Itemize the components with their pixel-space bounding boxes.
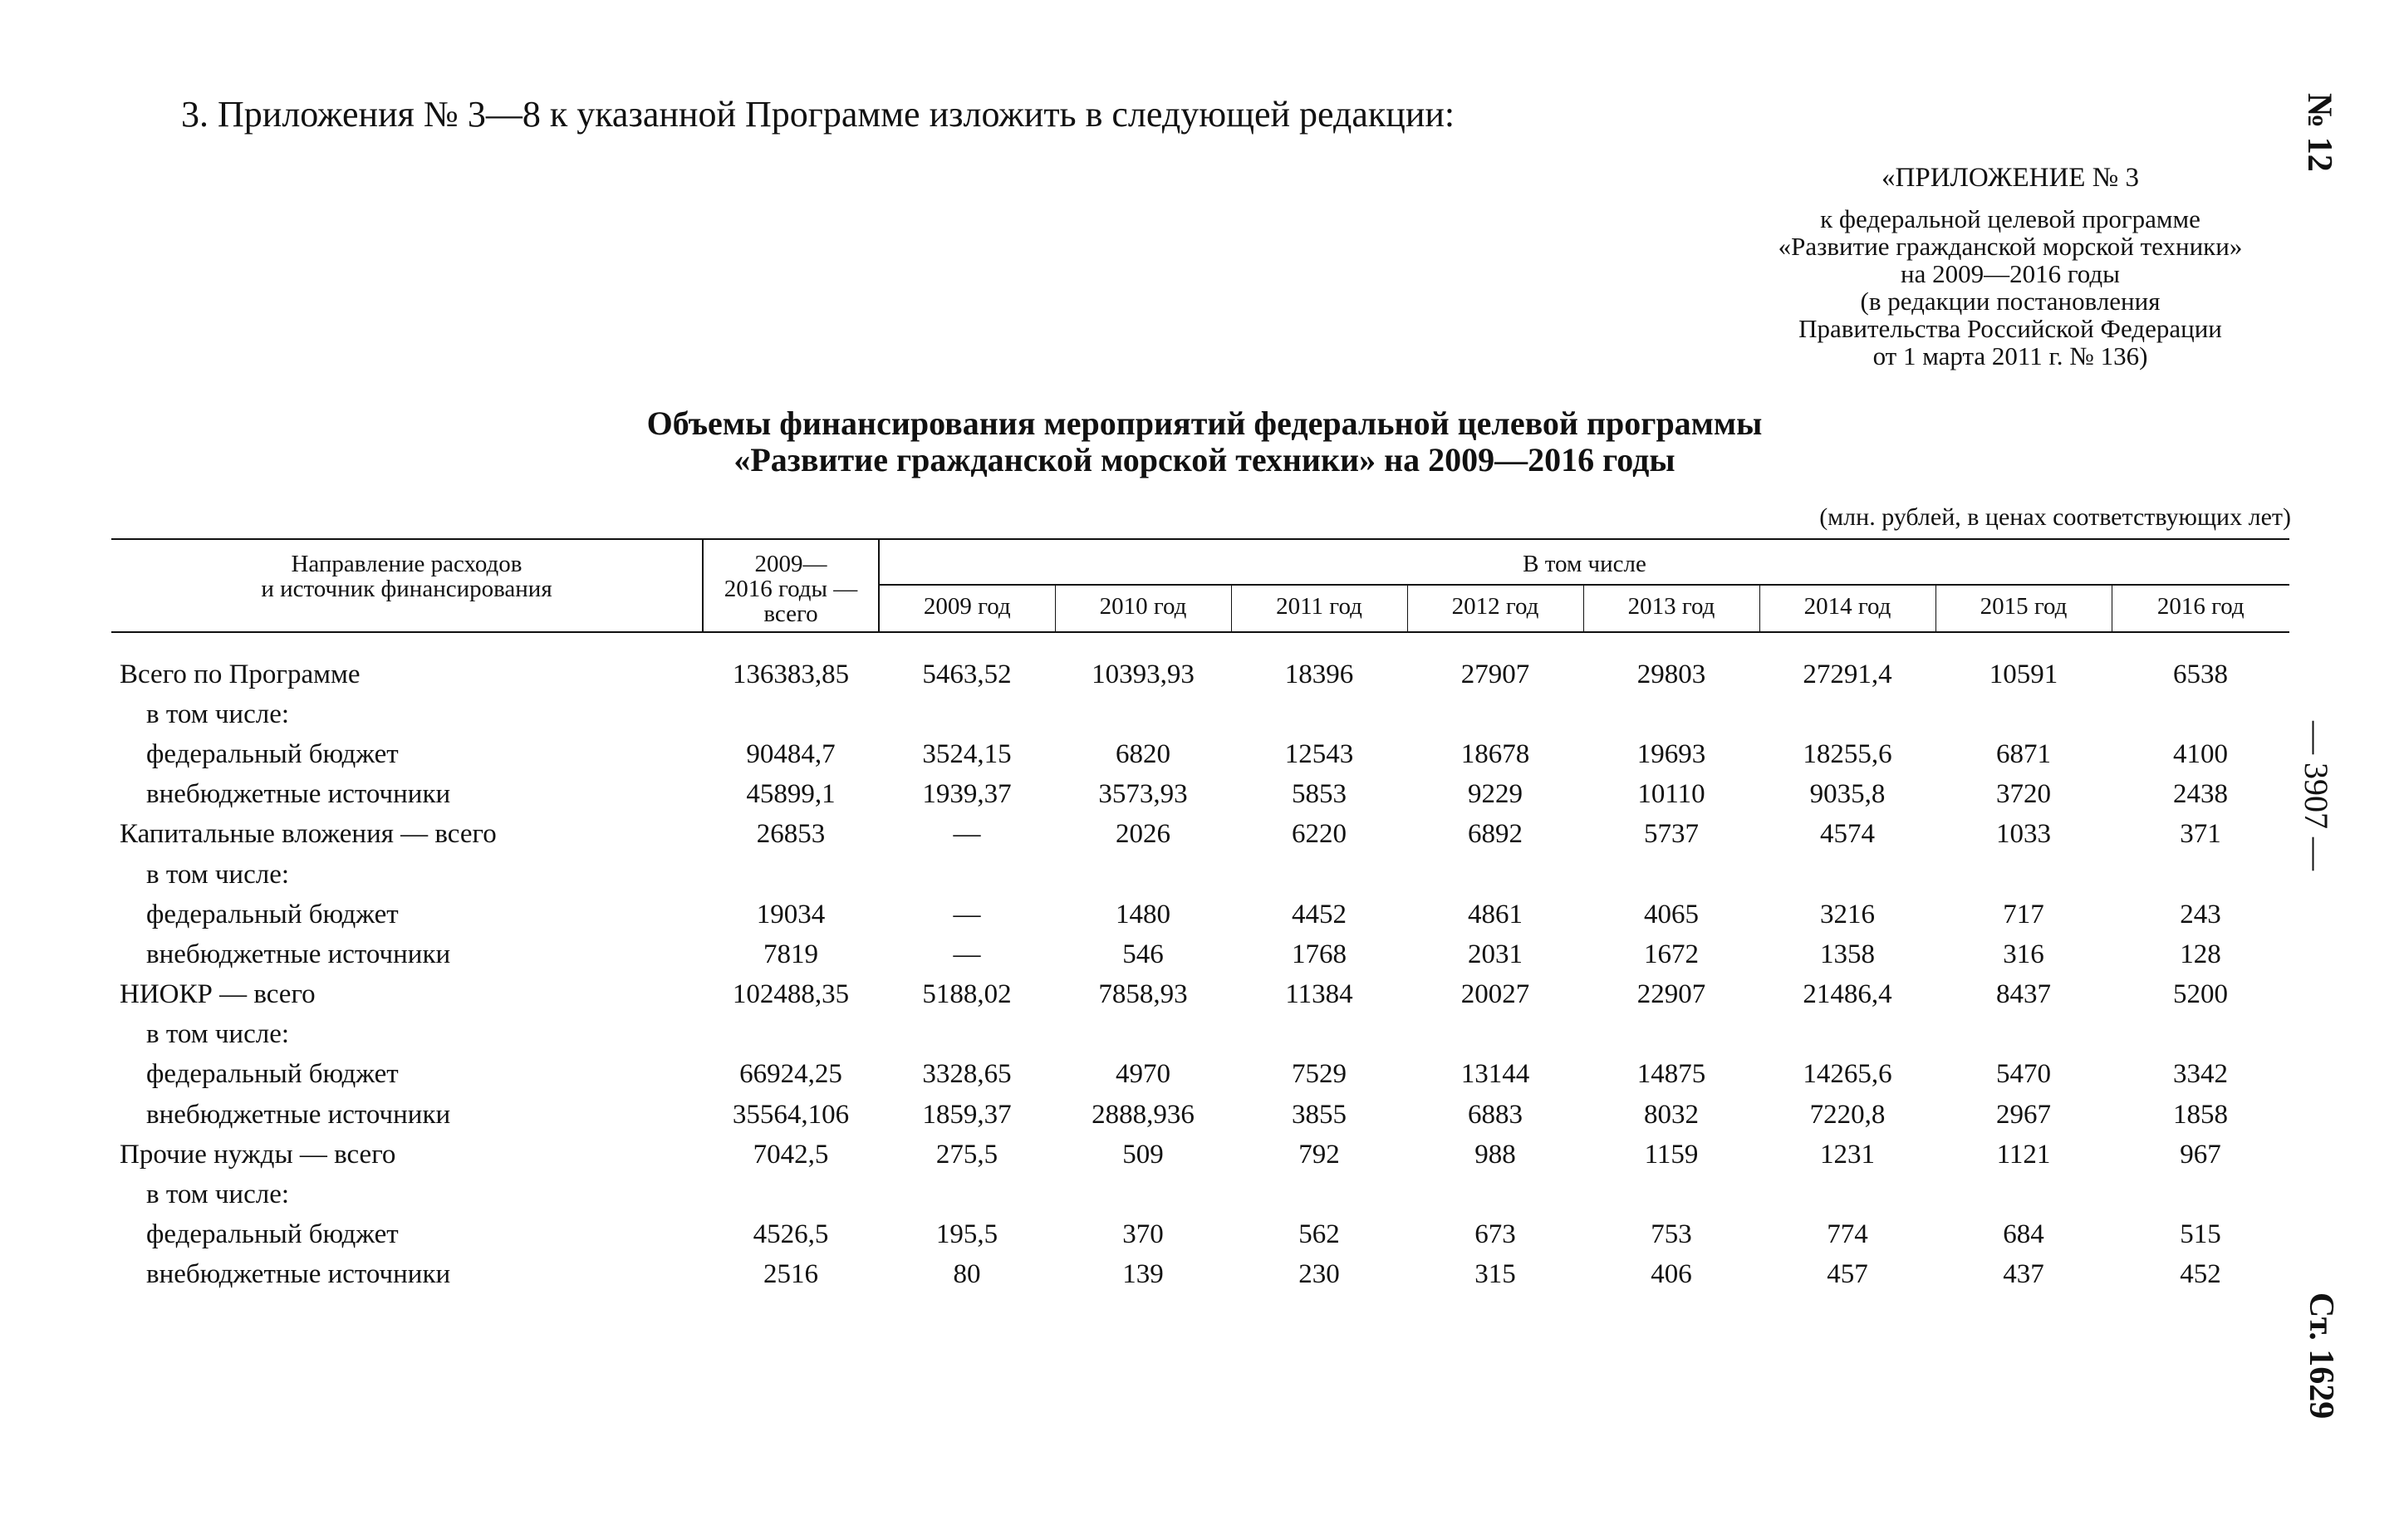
year-value-cell: 5188,02 — [922, 979, 1012, 1010]
total-value-cell: 102488,35 — [732, 979, 850, 1010]
total-column-header: 2009— 2016 годы — всего — [703, 539, 879, 632]
units-note: (млн. рублей, в ценах соответствующих лет) — [1819, 503, 2291, 531]
year-value-cell — [1055, 1015, 1231, 1055]
year-value-cell: 792 — [1298, 1139, 1340, 1170]
year-value-cell — [1407, 1175, 1583, 1214]
year-value-cell: 457 — [1827, 1259, 1868, 1290]
year-value-cell: 2438 — [2173, 779, 2228, 810]
row-label: федеральный бюджет — [146, 1219, 399, 1250]
year-value-cell: 1859,37 — [922, 1099, 1012, 1130]
year-value-cell — [1583, 694, 1759, 734]
total-value-cell: 19034 — [756, 899, 826, 929]
year-value-cell — [1231, 855, 1407, 895]
row-label: федеральный бюджет — [146, 1059, 399, 1090]
year-value-cell: 12543 — [1284, 738, 1354, 769]
table-body — [111, 632, 2289, 1295]
appendix-line: от 1 марта 2011 г. № 136) — [1872, 341, 2148, 370]
year-value-cell: 371 — [2180, 819, 2221, 850]
year-value-cell: 1768 — [1292, 939, 1347, 969]
year-value-cell: 4574 — [1820, 819, 1875, 850]
year-value-cell: 5737 — [1644, 819, 1699, 850]
year-value-cell: 1939,37 — [922, 779, 1012, 810]
year-value-cell — [1759, 694, 1935, 734]
year-header: 2012 год — [1407, 585, 1583, 632]
year-value-cell: 967 — [2180, 1139, 2221, 1170]
total-value-cell: 7042,5 — [753, 1139, 829, 1170]
table-row — [111, 694, 2289, 734]
year-value-cell — [1759, 855, 1935, 895]
year-value-cell — [2112, 1015, 2289, 1055]
table-row — [111, 632, 2289, 694]
row-label: федеральный бюджет — [146, 899, 399, 929]
year-header: 2015 год — [1935, 585, 2112, 632]
year-value-cell — [879, 855, 1055, 895]
year-header: 2009 год — [879, 585, 1055, 632]
total-value-cell: 26853 — [756, 819, 826, 850]
year-value-cell — [879, 1175, 1055, 1214]
year-value-cell: 988 — [1474, 1139, 1516, 1170]
year-value-cell — [1935, 1175, 2112, 1214]
year-value-cell: 515 — [2180, 1219, 2221, 1250]
financing-table — [111, 538, 2289, 1295]
year-value-cell: 509 — [1122, 1139, 1164, 1170]
year-value-cell: 1358 — [1820, 939, 1875, 969]
year-value-cell: 370 — [1122, 1219, 1164, 1250]
row-label: внебюджетные источники — [146, 1099, 451, 1130]
year-value-cell: 10591 — [1989, 659, 2058, 689]
year-value-cell: 14875 — [1636, 1059, 1706, 1090]
year-value-cell — [879, 694, 1055, 734]
year-value-cell — [879, 1015, 1055, 1055]
year-value-cell: 1858 — [2173, 1099, 2228, 1130]
title-line: «Развитие гражданской морской техники» на 2009—2016 годы — [733, 441, 1675, 478]
year-value-cell: 316 — [2003, 939, 2044, 969]
row-label: в том числе: — [146, 1019, 290, 1050]
table-row — [111, 1175, 2289, 1214]
year-value-cell: 2031 — [1468, 939, 1523, 969]
row-label: в том числе: — [146, 1180, 290, 1210]
year-value-cell — [1759, 1015, 1935, 1055]
year-value-cell: 6883 — [1468, 1099, 1523, 1130]
row-label: НИОКР — всего — [120, 979, 316, 1010]
total-value-cell — [703, 1175, 879, 1214]
year-value-cell — [1935, 855, 2112, 895]
year-value-cell — [2112, 694, 2289, 734]
year-value-cell — [1055, 1175, 1231, 1214]
table-row — [111, 1095, 2289, 1135]
year-value-cell: 11384 — [1285, 979, 1353, 1010]
year-value-cell: 546 — [1122, 939, 1164, 969]
year-value-cell: 27907 — [1460, 659, 1530, 689]
year-value-cell: 4452 — [1292, 899, 1347, 929]
row-label: внебюджетные источники — [146, 1259, 451, 1290]
year-value-cell: 8032 — [1644, 1099, 1699, 1130]
year-value-cell: 195,5 — [935, 1219, 998, 1250]
year-value-cell: 9229 — [1468, 779, 1523, 810]
year-value-cell: — — [953, 899, 981, 929]
year-value-cell: 2888,936 — [1092, 1099, 1195, 1130]
row-label: в том числе: — [146, 859, 290, 890]
year-value-cell — [1231, 1175, 1407, 1214]
year-value-cell — [1231, 1015, 1407, 1055]
page-number-mark: — 3907 — — [2298, 721, 2335, 871]
year-value-cell: 3573,93 — [1098, 779, 1188, 810]
year-value-cell: 5853 — [1292, 779, 1347, 810]
appendix-line: «Развитие гражданской морской техники» — [1778, 232, 2243, 261]
year-value-cell: 139 — [1122, 1259, 1164, 1290]
year-value-cell — [1231, 694, 1407, 734]
row-label: внебюджетные источники — [146, 779, 451, 810]
year-value-cell — [1583, 1015, 1759, 1055]
year-value-cell: 1159 — [1644, 1139, 1699, 1170]
appendix-line: (в редакции постановления — [1860, 287, 2161, 316]
total-value-cell: 66924,25 — [739, 1059, 842, 1090]
appendix-line: к федеральной целевой программе — [1820, 204, 2200, 233]
total-value-cell — [703, 1015, 879, 1055]
table-row — [111, 855, 2289, 895]
article-number-mark: Ст. 1629 — [2302, 1292, 2340, 1420]
document-title — [415, 405, 1994, 478]
year-value-cell: 717 — [2003, 899, 2044, 929]
group-header: В том числе — [879, 539, 2289, 585]
year-value-cell: 128 — [2180, 939, 2221, 969]
year-header: 2014 год — [1759, 585, 1935, 632]
year-value-cell — [2112, 855, 2289, 895]
year-value-cell: 3720 — [1996, 779, 2051, 810]
intro-paragraph: 3. Приложения № 3—8 к указанной Программе изложить в следующей редакции: — [181, 94, 1455, 135]
year-value-cell: 3342 — [2173, 1059, 2228, 1090]
table-row — [111, 815, 2289, 855]
year-value-cell — [1407, 694, 1583, 734]
year-value-cell — [1055, 694, 1231, 734]
year-value-cell: 3524,15 — [922, 738, 1012, 769]
total-value-cell: 7819 — [763, 939, 818, 969]
year-value-cell: 9035,8 — [1809, 779, 1886, 810]
year-value-cell: 1231 — [1820, 1139, 1875, 1170]
year-value-cell: 452 — [2180, 1259, 2221, 1290]
row-label: федеральный бюджет — [146, 738, 399, 769]
year-value-cell: 3216 — [1820, 899, 1875, 929]
label-column-header: Направление расходов и источник финансирования — [111, 539, 703, 632]
year-value-cell: 684 — [2003, 1219, 2044, 1250]
year-value-cell — [1407, 855, 1583, 895]
appendix-line: Правительства Российской Федерации — [1798, 314, 2222, 343]
table-row — [111, 975, 2289, 1015]
year-value-cell: 6892 — [1468, 819, 1523, 850]
year-value-cell: 27291,4 — [1803, 659, 1892, 689]
year-value-cell: 2967 — [1996, 1099, 2051, 1130]
total-value-cell: 35564,106 — [732, 1099, 850, 1130]
year-value-cell: 1121 — [1996, 1139, 2051, 1170]
year-value-cell: 5200 — [2173, 979, 2228, 1010]
year-value-cell: 1480 — [1116, 899, 1170, 929]
total-value-cell — [703, 855, 879, 895]
year-value-cell: 437 — [2003, 1259, 2044, 1290]
year-value-cell: 10393,93 — [1092, 659, 1195, 689]
year-value-cell: 562 — [1298, 1219, 1340, 1250]
year-value-cell: 80 — [953, 1259, 981, 1290]
appendix-line: на 2009—2016 годы — [1901, 259, 2120, 288]
year-value-cell: 3328,65 — [922, 1059, 1012, 1090]
year-value-cell: 29803 — [1636, 659, 1706, 689]
table-row — [111, 934, 2289, 974]
year-value-cell: 3855 — [1292, 1099, 1347, 1130]
year-value-cell: 5470 — [1996, 1059, 2051, 1090]
year-value-cell: 7529 — [1292, 1059, 1347, 1090]
year-value-cell: 18255,6 — [1803, 738, 1892, 769]
appendix-heading: «ПРИЛОЖЕНИЕ № 3 — [1881, 163, 2139, 193]
year-value-cell: 7858,93 — [1098, 979, 1188, 1010]
year-header: 2011 год — [1231, 585, 1407, 632]
total-value-cell: 90484,7 — [746, 738, 836, 769]
year-value-cell: 8437 — [1996, 979, 2051, 1010]
table-row — [111, 1215, 2289, 1255]
table-row — [111, 1015, 2289, 1055]
year-value-cell: 243 — [2180, 899, 2221, 929]
year-value-cell — [1583, 855, 1759, 895]
year-value-cell — [1935, 694, 2112, 734]
total-value-cell: 4526,5 — [753, 1219, 829, 1250]
year-value-cell: 406 — [1651, 1259, 1692, 1290]
year-value-cell: 6538 — [2173, 659, 2228, 689]
year-value-cell — [1583, 1175, 1759, 1214]
year-value-cell: 6820 — [1116, 738, 1170, 769]
year-value-cell: 1672 — [1644, 939, 1699, 969]
total-value-cell: 45899,1 — [746, 779, 836, 810]
year-header: 2016 год — [2112, 585, 2289, 632]
row-label: Прочие нужды — всего — [120, 1139, 396, 1170]
year-value-cell: 6871 — [1996, 738, 2051, 769]
year-value-cell: — — [953, 939, 981, 969]
table-row — [111, 1255, 2289, 1295]
year-value-cell: 10110 — [1637, 779, 1705, 810]
table-row — [111, 775, 2289, 815]
year-value-cell: 14265,6 — [1803, 1059, 1892, 1090]
table-row — [111, 1135, 2289, 1175]
year-value-cell: 315 — [1474, 1259, 1516, 1290]
year-value-cell: 5463,52 — [922, 659, 1012, 689]
year-value-cell: 2026 — [1116, 819, 1170, 850]
year-value-cell: 19693 — [1636, 738, 1706, 769]
year-value-cell — [1407, 1015, 1583, 1055]
row-label: Капитальные вложения — всего — [120, 819, 497, 850]
year-value-cell: 13144 — [1460, 1059, 1530, 1090]
year-value-cell: 4861 — [1468, 899, 1523, 929]
year-value-cell: 4100 — [2173, 738, 2228, 769]
row-label: в том числе: — [146, 699, 290, 729]
appendix-block — [1711, 164, 2309, 370]
table-row — [111, 734, 2289, 774]
year-value-cell: 22907 — [1636, 979, 1706, 1010]
year-header: 2010 год — [1055, 585, 1231, 632]
row-label: внебюджетные источники — [146, 939, 451, 969]
year-value-cell: 20027 — [1460, 979, 1530, 1010]
year-value-cell: — — [953, 819, 981, 850]
year-value-cell — [1055, 855, 1231, 895]
year-value-cell: 4970 — [1116, 1059, 1170, 1090]
year-value-cell: 1033 — [1996, 819, 2051, 850]
year-value-cell: 7220,8 — [1809, 1099, 1886, 1130]
year-value-cell: 6220 — [1292, 819, 1347, 850]
year-value-cell — [2112, 1175, 2289, 1214]
total-value-cell: 2516 — [763, 1259, 818, 1290]
year-value-cell: 21486,4 — [1803, 979, 1892, 1010]
year-value-cell: 753 — [1651, 1219, 1692, 1250]
table-row — [111, 1055, 2289, 1095]
year-value-cell — [1759, 1175, 1935, 1214]
total-value-cell — [703, 694, 879, 734]
title-line: Объемы финансирования мероприятий федеральной целевой программы — [646, 405, 1763, 442]
year-value-cell — [1935, 1015, 2112, 1055]
year-header: 2013 год — [1583, 585, 1759, 632]
table-row — [111, 895, 2289, 934]
issue-number-mark: № 12 — [2300, 93, 2338, 172]
total-value-cell: 136383,85 — [732, 659, 850, 689]
row-label: Всего по Программе — [120, 659, 361, 689]
year-value-cell: 774 — [1827, 1219, 1868, 1250]
year-value-cell: 18678 — [1460, 738, 1530, 769]
year-value-cell: 230 — [1298, 1259, 1340, 1290]
year-value-cell: 673 — [1474, 1219, 1516, 1250]
year-value-cell: 4065 — [1644, 899, 1699, 929]
year-value-cell: 18396 — [1284, 659, 1354, 689]
year-value-cell: 275,5 — [935, 1139, 998, 1170]
